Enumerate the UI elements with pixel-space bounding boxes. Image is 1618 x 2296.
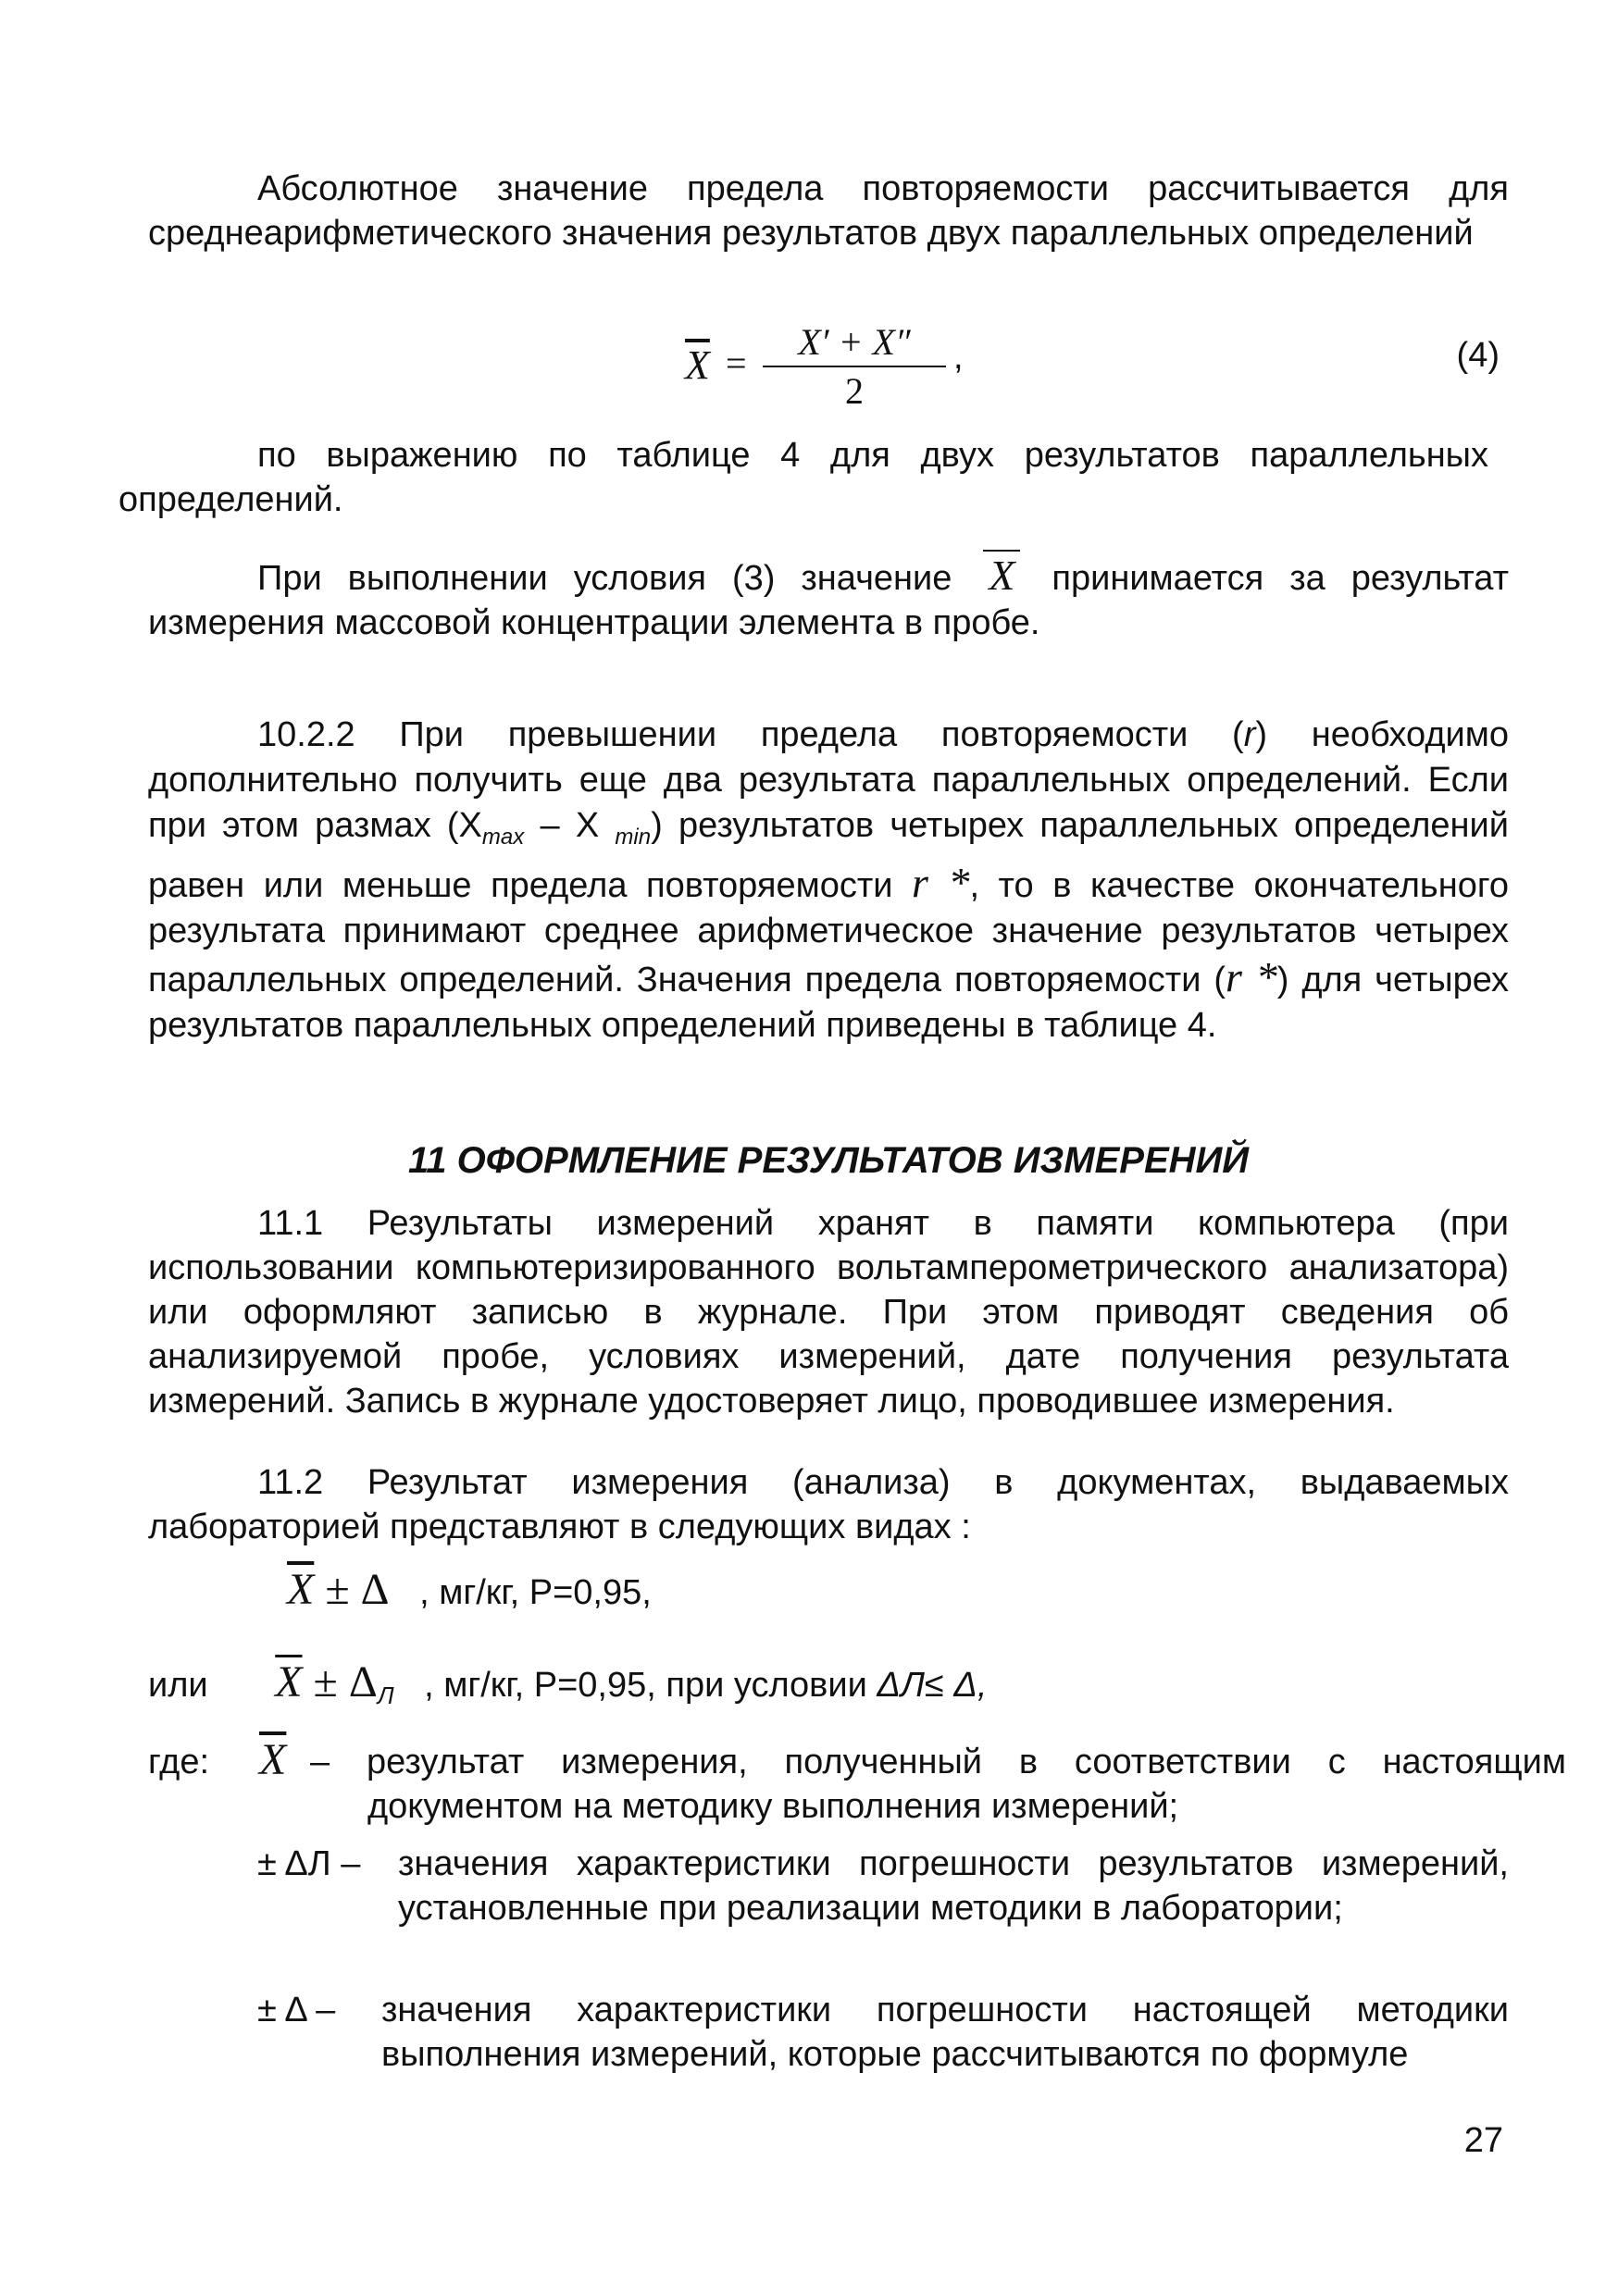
delta-description: значения характеристики погрешности настоящей методики выполнения измерений, которые рассчитываются по формуле xyxy=(381,1991,1509,2074)
form2-x-bar xyxy=(275,1657,303,1706)
p4-text-e: , то в качестве окончательного результата принимают среднее арифметическое значение результатов четырех параллельных определений. Значения предела повторяемости ( xyxy=(148,866,1510,999)
delta-symbol: ± Δ – xyxy=(257,1991,336,2029)
form2-sub-l: Л xyxy=(377,1682,394,1709)
formula-4 xyxy=(685,319,1500,430)
min-subscript: min xyxy=(615,825,652,850)
paragraph-11-2 xyxy=(148,1460,1509,1549)
formula-equals: = xyxy=(726,342,747,384)
where-delta-l-symbol xyxy=(257,1842,360,1886)
delta-l-description: значения характеристики погрешности результатов измерений, установленные при реализации методики в лаборатории; xyxy=(398,1844,1509,1928)
r-symbol: r xyxy=(1243,715,1256,754)
formula-numerator: X′ + X″ xyxy=(798,321,911,363)
formula-fraction xyxy=(757,319,952,416)
form2-tail: , мг/кг, Р=0,95, при условии xyxy=(424,1666,877,1705)
r-star-symbol: r * xyxy=(912,859,970,906)
section-heading: 11 ОФОРМЛЕНИЕ РЕЗУЛЬТАТОВ ИЗМЕРЕНИЙ xyxy=(407,1140,1250,1181)
where-x-symbol xyxy=(259,1734,286,1785)
result-form-1 xyxy=(287,1562,652,1620)
paragraph-expression-text: по выражению по таблице 4 для двух результатов параллельных определений. xyxy=(118,436,1488,519)
form1-tail: , мг/кг, Р=0,95, xyxy=(419,1573,652,1612)
condition-text-b: принимается за результат измерения массовой концентрации элемента в пробе. xyxy=(148,559,1509,642)
page-number: 27 xyxy=(1463,2121,1503,2160)
where-delta-text xyxy=(381,1988,1509,2077)
condition-text-a: При выполнении условия (3) значение xyxy=(257,559,952,598)
paragraph-11-1-text: 11.1 Результаты измерений хранят в памяти компьютера (при использовании компьютеризированного вольтамперометрического анализатора) или оформляют записью в журнале. При этом приводят сведения об анализируемой пробе, условиях измерений, дате получения результата измерений. Запись в журнале удостоверяет лицо, проводившее измерения. xyxy=(148,1204,1509,1421)
paragraph-11-1 xyxy=(148,1201,1509,1423)
form2-condition: ΔЛ≤ Δ, xyxy=(877,1666,988,1705)
paragraph-11-2-text: 11.2 Результат измерения (анализа) в документах, выдаваемых лабораторией представляют в следующих видах : xyxy=(148,1463,1509,1546)
paragraph-10-2-2 xyxy=(148,713,1509,1049)
where-delta-l-text xyxy=(398,1842,1509,1930)
paragraph-intro xyxy=(148,167,1509,255)
paragraph-intro-text: Абсолютное значение предела повторяемости рассчитывается для среднеарифметического значения результатов двух параллельных определений xyxy=(148,169,1509,253)
where-x-text xyxy=(310,1740,1566,1829)
p4-text-c: – X xyxy=(524,806,616,845)
delta-l-symbol: ± ΔЛ – xyxy=(257,1844,361,1883)
x-bar-symbol: X xyxy=(983,550,1020,599)
formula-comma: , xyxy=(953,338,964,377)
formula-number: (4) xyxy=(1456,336,1500,375)
paragraph-expression xyxy=(118,433,1488,522)
formula-lhs: $\overline{X}$ xyxy=(685,342,710,388)
r-star-symbol-2: r * xyxy=(1226,953,1277,1000)
p4-text-a: 10.2.2 При превышении предела повторяемости ( xyxy=(257,715,1244,754)
where-x-description: – результат измерения, полученный в соответствии с настоящим документом на методику выполнения измерений; xyxy=(310,1743,1566,1826)
or-label: или xyxy=(148,1666,208,1705)
form2-x: X xyxy=(275,1657,303,1706)
p4-text-d: ) результатов четырех параллельных определений равен или меньше предела повторяемости xyxy=(148,806,1509,905)
result-form-2 xyxy=(148,1655,1509,1723)
form1-pm-delta: ± Δ xyxy=(314,1565,390,1614)
form1-x-bar: $\overline{X}$ xyxy=(287,1565,315,1614)
where-x-bar: $\overline{X}$ xyxy=(259,1735,287,1784)
paragraph-condition xyxy=(148,553,1509,645)
p4-text-b: ) необходимо дополнительно получить еще два результата параллельных определений. Если при этом размах (X xyxy=(148,715,1509,845)
where-label: где: xyxy=(148,1743,210,1781)
p4-text-f: ) для четырех результатов параллельных определений приведены в таблице 4. xyxy=(148,961,1509,1045)
max-subscript: max xyxy=(481,825,525,850)
formula-denominator: 2 xyxy=(845,370,864,412)
form2-pm-delta: ± Δ xyxy=(302,1657,378,1706)
where-delta-symbol xyxy=(257,1988,335,2032)
